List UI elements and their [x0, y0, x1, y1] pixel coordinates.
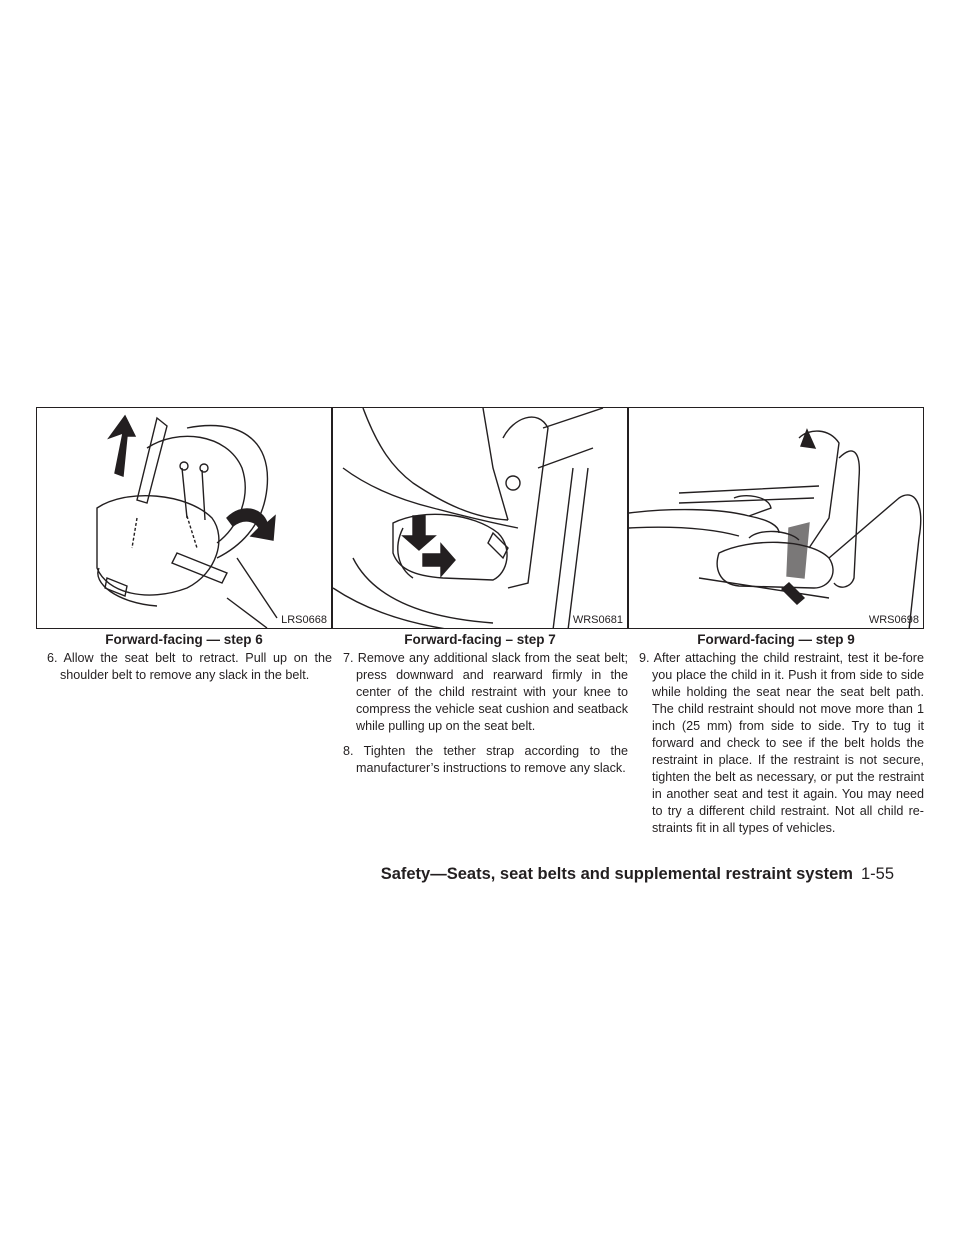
column-1 — [36, 650, 332, 692]
step-9: 9. After attaching the child restraint, test it be-fore you place the child in it. Push it from side to side while holding the seat near the seat belt path. The child restraint should not move more than 1 inch (25 mm) from side to side. Try to tug it forward and check to see if the belt holds the restraint in place. If the restraint is not secure, tighten the belt as necessary, or put the restraint in another seat and test it again. You may need to try a different child restraint. Not all child re-straints fit in all types of vehicles. — [639, 651, 924, 835]
figure-code: LRS0668 — [281, 614, 327, 626]
figure-caption: Forward-facing — step 6 — [105, 632, 263, 647]
page-number: 1-55 — [860, 865, 894, 883]
column-2 — [332, 650, 628, 785]
child-seat-belt-retract-icon — [37, 408, 332, 629]
figure-step-9 — [628, 407, 924, 629]
column-3 — [628, 650, 924, 845]
page-footer — [381, 864, 894, 884]
figure-code: WRS0681 — [572, 614, 623, 626]
section-title: Safety—Seats, seat belts and supplemental restraint system — [380, 865, 853, 883]
figure-caption: Forward-facing — step 9 — [697, 632, 855, 647]
step-8: 8. Tighten the tether strap according to the manufacturer’s instructions to remove any slack. — [343, 744, 628, 775]
figure-caption: Forward-facing – step 7 — [404, 632, 556, 647]
step-6: 6. Allow the seat belt to retract. Pull up on the shoulder belt to remove any slack in the belt. — [47, 651, 332, 682]
figure-step-7 — [332, 407, 628, 629]
test-restraint-icon — [629, 408, 924, 629]
step-7: 7. Remove any additional slack from the seat belt; press downward and rearward firmly in the center of the child restraint with your knee to compress the vehicle seat cushion and seatback while pulling up on the seat belt. — [343, 651, 628, 733]
figure-code: WRS0698 — [868, 614, 919, 626]
press-seat-down-icon — [333, 408, 628, 629]
figure-step-6 — [36, 407, 332, 629]
